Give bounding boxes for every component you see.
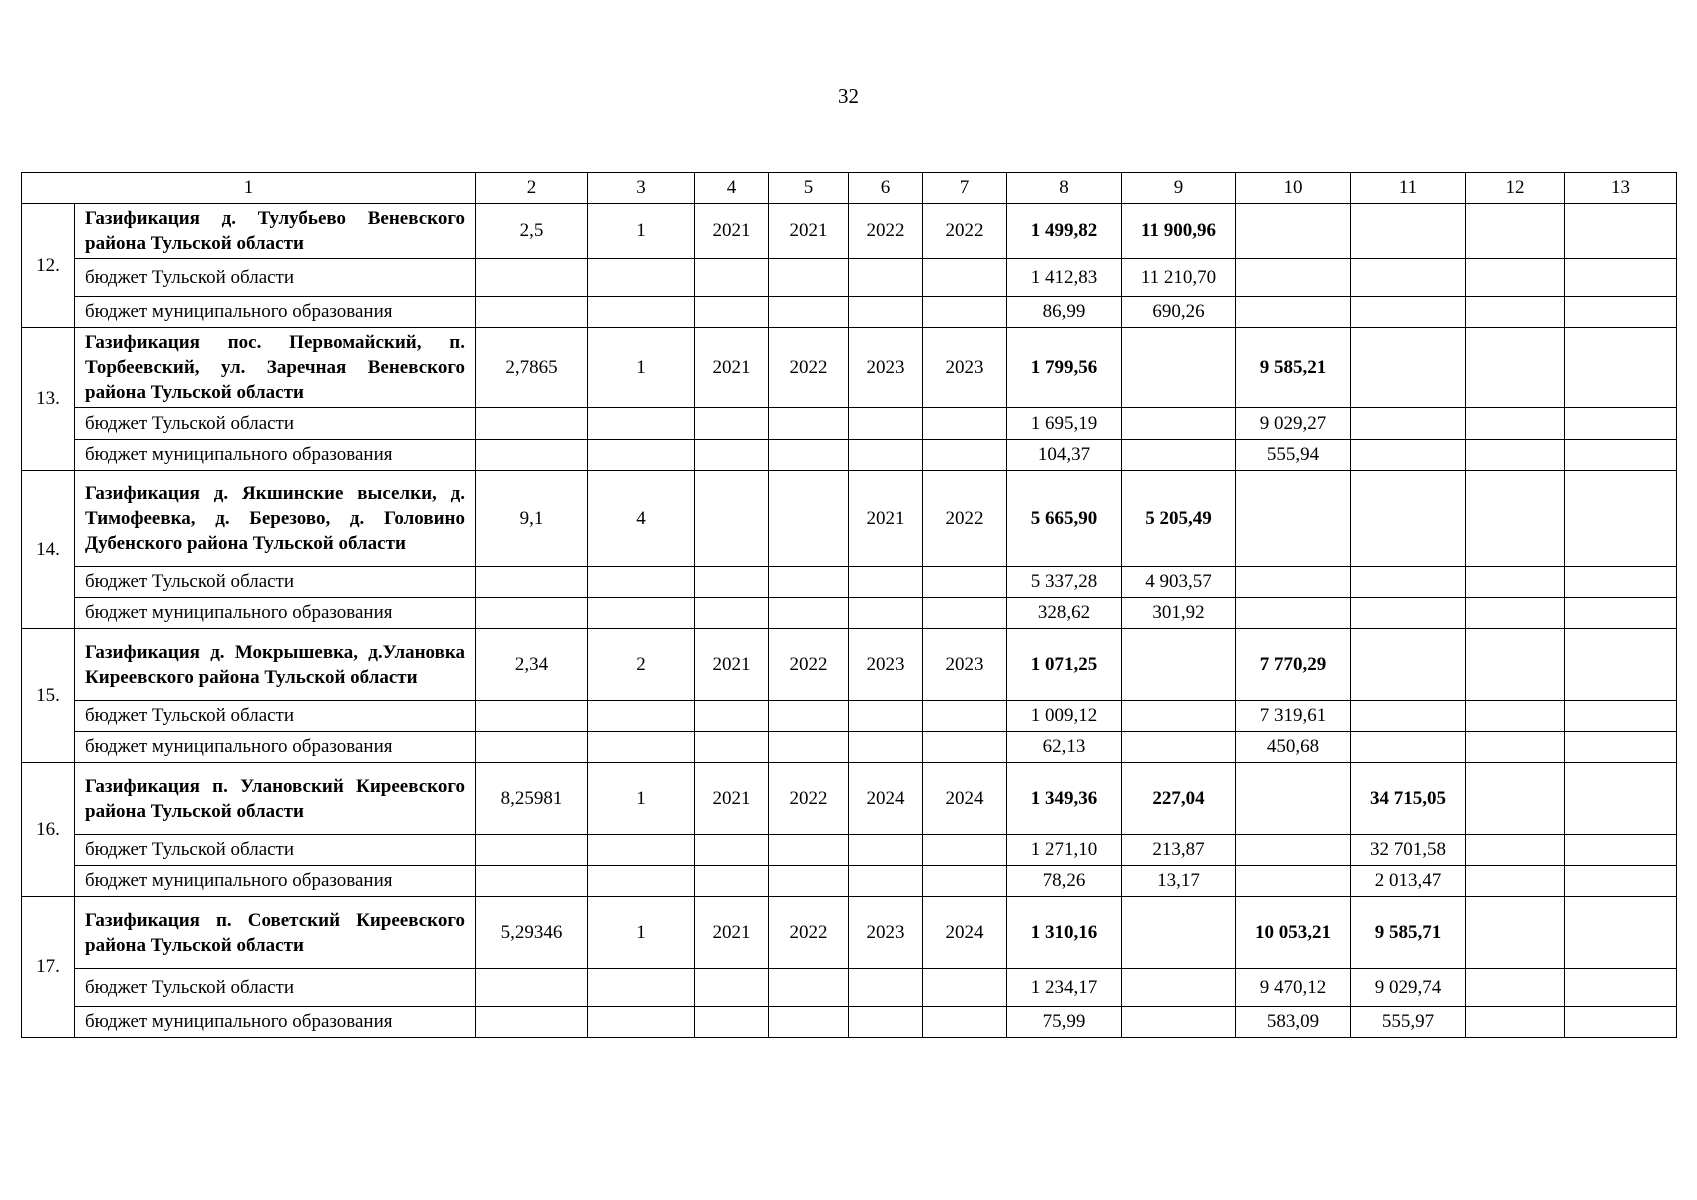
funding-cell-e2 <box>476 969 588 1007</box>
funding-cell-e4 <box>695 866 769 897</box>
header-cell: 4 <box>695 173 769 204</box>
project-cell-c11 <box>1351 471 1466 567</box>
funding-cell-e13 <box>1565 866 1677 897</box>
project-cell-c11: 9 585,71 <box>1351 897 1466 969</box>
funding-cell-e2 <box>476 732 588 763</box>
funding-cell-c10 <box>1236 835 1351 866</box>
funding-cell-e7 <box>923 297 1007 328</box>
funding-cell-c11 <box>1351 732 1466 763</box>
funding-cell-e2 <box>476 835 588 866</box>
header-cell: 6 <box>849 173 923 204</box>
funding-cell-e2 <box>476 567 588 598</box>
funding-cell-e6 <box>849 408 923 440</box>
funding-cell-e5 <box>769 259 849 297</box>
funding-source-label: бюджет Тульской области <box>75 408 476 440</box>
project-cell-c9: 227,04 <box>1122 763 1236 835</box>
project-cell-c8: 1 071,25 <box>1007 629 1122 701</box>
funding-cell-e12 <box>1466 440 1565 471</box>
project-cell-c11 <box>1351 328 1466 408</box>
funding-cell-e2 <box>476 701 588 732</box>
project-row <box>22 328 1677 408</box>
project-cell-c13 <box>1565 897 1677 969</box>
project-cell-c11 <box>1351 204 1466 259</box>
funding-source-label: бюджет муниципального образования <box>75 732 476 763</box>
project-cell-c10 <box>1236 204 1351 259</box>
funding-cell-e4 <box>695 297 769 328</box>
funding-cell-e5 <box>769 598 849 629</box>
project-cell-c9: 11 900,96 <box>1122 204 1236 259</box>
funding-cell-c11 <box>1351 259 1466 297</box>
funding-cell-e5 <box>769 297 849 328</box>
header-cell: 13 <box>1565 173 1677 204</box>
funding-cell-c8: 1 234,17 <box>1007 969 1122 1007</box>
project-number: 16. <box>22 763 75 897</box>
project-name: Газификация д. Тулубьево Веневского района Тульской области <box>75 204 476 259</box>
funding-cell-e5 <box>769 701 849 732</box>
project-number: 13. <box>22 328 75 471</box>
project-cell-c2: 8,25981 <box>476 763 588 835</box>
project-name: Газификация п. Улановский Киреевского района Тульской области <box>75 763 476 835</box>
funding-cell-c9 <box>1122 701 1236 732</box>
funding-cell-c10: 583,09 <box>1236 1007 1351 1038</box>
project-cell-c13 <box>1565 629 1677 701</box>
funding-cell-e7 <box>923 701 1007 732</box>
funding-cell-c11 <box>1351 408 1466 440</box>
project-row <box>22 897 1677 969</box>
project-cell-c4 <box>695 471 769 567</box>
funding-cell-e6 <box>849 440 923 471</box>
project-cell-c12 <box>1466 629 1565 701</box>
funding-cell-e4 <box>695 259 769 297</box>
funding-cell-e13 <box>1565 1007 1677 1038</box>
funding-cell-e12 <box>1466 969 1565 1007</box>
funding-cell-e12 <box>1466 1007 1565 1038</box>
project-row <box>22 204 1677 259</box>
funding-cell-e5 <box>769 732 849 763</box>
funding-row <box>22 259 1677 297</box>
funding-cell-c10: 450,68 <box>1236 732 1351 763</box>
project-cell-c2: 2,7865 <box>476 328 588 408</box>
header-row <box>22 173 1677 204</box>
funding-cell-e12 <box>1466 598 1565 629</box>
funding-source-label: бюджет муниципального образования <box>75 866 476 897</box>
project-cell-c3: 1 <box>588 328 695 408</box>
funding-cell-e7 <box>923 835 1007 866</box>
funding-cell-e12 <box>1466 259 1565 297</box>
funding-cell-c8: 86,99 <box>1007 297 1122 328</box>
project-cell-c11: 34 715,05 <box>1351 763 1466 835</box>
project-cell-c5: 2021 <box>769 204 849 259</box>
funding-cell-c9: 4 903,57 <box>1122 567 1236 598</box>
funding-cell-e12 <box>1466 297 1565 328</box>
funding-row <box>22 598 1677 629</box>
funding-row <box>22 440 1677 471</box>
funding-cell-c10: 7 319,61 <box>1236 701 1351 732</box>
funding-cell-e6 <box>849 835 923 866</box>
funding-cell-e2 <box>476 598 588 629</box>
funding-cell-c11: 2 013,47 <box>1351 866 1466 897</box>
project-name: Газификация д. Мокрышевка, д.Улановка Киреевского района Тульской области <box>75 629 476 701</box>
project-cell-c9 <box>1122 629 1236 701</box>
funding-cell-c8: 1 412,83 <box>1007 259 1122 297</box>
project-cell-c4: 2021 <box>695 328 769 408</box>
project-row <box>22 629 1677 701</box>
funding-cell-e3 <box>588 701 695 732</box>
funding-cell-e3 <box>588 1007 695 1038</box>
funding-cell-c8: 1 695,19 <box>1007 408 1122 440</box>
project-cell-c10 <box>1236 471 1351 567</box>
funding-row <box>22 1007 1677 1038</box>
project-cell-c7: 2024 <box>923 763 1007 835</box>
funding-source-label: бюджет муниципального образования <box>75 440 476 471</box>
project-cell-c12 <box>1466 328 1565 408</box>
project-cell-c12 <box>1466 204 1565 259</box>
project-name: Газификация пос. Первомайский, п. Торбеевский, ул. Заречная Веневского района Тульской области <box>75 328 476 408</box>
project-cell-c8: 1 310,16 <box>1007 897 1122 969</box>
project-cell-c9: 5 205,49 <box>1122 471 1236 567</box>
funding-source-label: бюджет Тульской области <box>75 259 476 297</box>
funding-cell-e13 <box>1565 701 1677 732</box>
funding-cell-e3 <box>588 732 695 763</box>
funding-cell-c9: 690,26 <box>1122 297 1236 328</box>
table-body <box>22 173 1677 1038</box>
funding-cell-e7 <box>923 969 1007 1007</box>
funding-cell-e3 <box>588 866 695 897</box>
funding-cell-e3 <box>588 969 695 1007</box>
funding-cell-c11 <box>1351 567 1466 598</box>
funding-source-label: бюджет Тульской области <box>75 969 476 1007</box>
project-cell-c7: 2024 <box>923 897 1007 969</box>
funding-cell-c8: 328,62 <box>1007 598 1122 629</box>
funding-cell-e2 <box>476 866 588 897</box>
funding-cell-e7 <box>923 866 1007 897</box>
funding-cell-c11 <box>1351 701 1466 732</box>
project-cell-c6: 2021 <box>849 471 923 567</box>
funding-source-label: бюджет муниципального образования <box>75 598 476 629</box>
funding-cell-c11 <box>1351 440 1466 471</box>
funding-cell-c9 <box>1122 969 1236 1007</box>
funding-cell-e12 <box>1466 701 1565 732</box>
project-cell-c3: 1 <box>588 204 695 259</box>
budget-table <box>21 172 1677 1038</box>
header-cell: 2 <box>476 173 588 204</box>
funding-cell-e4 <box>695 701 769 732</box>
project-cell-c6: 2023 <box>849 328 923 408</box>
project-cell-c12 <box>1466 897 1565 969</box>
funding-cell-c8: 75,99 <box>1007 1007 1122 1038</box>
project-cell-c5: 2022 <box>769 629 849 701</box>
funding-cell-e4 <box>695 969 769 1007</box>
project-cell-c8: 1 349,36 <box>1007 763 1122 835</box>
funding-cell-c9: 213,87 <box>1122 835 1236 866</box>
funding-cell-e7 <box>923 440 1007 471</box>
funding-cell-c8: 78,26 <box>1007 866 1122 897</box>
header-cell: 10 <box>1236 173 1351 204</box>
project-cell-c5: 2022 <box>769 328 849 408</box>
project-row <box>22 471 1677 567</box>
funding-cell-e7 <box>923 408 1007 440</box>
funding-row <box>22 732 1677 763</box>
funding-cell-e6 <box>849 567 923 598</box>
funding-cell-e5 <box>769 408 849 440</box>
funding-cell-c8: 62,13 <box>1007 732 1122 763</box>
funding-source-label: бюджет Тульской области <box>75 567 476 598</box>
project-cell-c6: 2023 <box>849 897 923 969</box>
project-number: 15. <box>22 629 75 763</box>
project-cell-c4: 2021 <box>695 763 769 835</box>
funding-source-label: бюджет Тульской области <box>75 835 476 866</box>
project-cell-c6: 2022 <box>849 204 923 259</box>
project-cell-c5: 2022 <box>769 897 849 969</box>
funding-cell-e4 <box>695 732 769 763</box>
funding-cell-e13 <box>1565 567 1677 598</box>
project-name: Газификация п. Советский Киреевского района Тульской области <box>75 897 476 969</box>
project-cell-c10: 7 770,29 <box>1236 629 1351 701</box>
funding-cell-e5 <box>769 835 849 866</box>
funding-cell-e3 <box>588 835 695 866</box>
funding-cell-e6 <box>849 1007 923 1038</box>
funding-cell-c11: 32 701,58 <box>1351 835 1466 866</box>
funding-row <box>22 835 1677 866</box>
funding-cell-c8: 1 009,12 <box>1007 701 1122 732</box>
project-number: 14. <box>22 471 75 629</box>
project-cell-c3: 4 <box>588 471 695 567</box>
page-number: 32 <box>838 84 859 108</box>
funding-cell-e13 <box>1565 259 1677 297</box>
project-number: 12. <box>22 204 75 328</box>
funding-cell-e3 <box>588 440 695 471</box>
funding-cell-c8: 104,37 <box>1007 440 1122 471</box>
funding-cell-e12 <box>1466 866 1565 897</box>
funding-row <box>22 701 1677 732</box>
project-cell-c6: 2024 <box>849 763 923 835</box>
project-cell-c10: 10 053,21 <box>1236 897 1351 969</box>
project-cell-c10 <box>1236 763 1351 835</box>
project-cell-c2: 2,5 <box>476 204 588 259</box>
header-cell: 8 <box>1007 173 1122 204</box>
project-cell-c9 <box>1122 897 1236 969</box>
funding-source-label: бюджет Тульской области <box>75 701 476 732</box>
project-row <box>22 763 1677 835</box>
project-cell-c2: 9,1 <box>476 471 588 567</box>
funding-cell-c11: 555,97 <box>1351 1007 1466 1038</box>
funding-row <box>22 297 1677 328</box>
funding-cell-e12 <box>1466 732 1565 763</box>
funding-cell-e7 <box>923 567 1007 598</box>
project-cell-c3: 1 <box>588 897 695 969</box>
project-cell-c5: 2022 <box>769 763 849 835</box>
funding-cell-c8: 1 271,10 <box>1007 835 1122 866</box>
funding-cell-e13 <box>1565 598 1677 629</box>
funding-cell-c11 <box>1351 297 1466 328</box>
funding-cell-e7 <box>923 259 1007 297</box>
funding-cell-e4 <box>695 408 769 440</box>
funding-cell-e2 <box>476 408 588 440</box>
funding-cell-c9 <box>1122 408 1236 440</box>
funding-cell-c9: 11 210,70 <box>1122 259 1236 297</box>
funding-cell-c11 <box>1351 598 1466 629</box>
funding-cell-c10 <box>1236 297 1351 328</box>
funding-source-label: бюджет муниципального образования <box>75 297 476 328</box>
funding-cell-c10: 555,94 <box>1236 440 1351 471</box>
funding-cell-c10 <box>1236 567 1351 598</box>
project-cell-c3: 1 <box>588 763 695 835</box>
funding-cell-e4 <box>695 440 769 471</box>
funding-cell-e4 <box>695 567 769 598</box>
funding-cell-e5 <box>769 866 849 897</box>
funding-cell-c9 <box>1122 440 1236 471</box>
header-cell: 7 <box>923 173 1007 204</box>
funding-row <box>22 567 1677 598</box>
project-cell-c12 <box>1466 471 1565 567</box>
funding-cell-e2 <box>476 297 588 328</box>
project-cell-c2: 2,34 <box>476 629 588 701</box>
project-cell-c8: 1 499,82 <box>1007 204 1122 259</box>
project-cell-c4: 2021 <box>695 897 769 969</box>
funding-cell-c10 <box>1236 598 1351 629</box>
project-cell-c3: 2 <box>588 629 695 701</box>
project-cell-c13 <box>1565 204 1677 259</box>
funding-row <box>22 866 1677 897</box>
project-cell-c13 <box>1565 763 1677 835</box>
project-cell-c9 <box>1122 328 1236 408</box>
project-cell-c12 <box>1466 763 1565 835</box>
project-cell-c7: 2023 <box>923 328 1007 408</box>
project-cell-c6: 2023 <box>849 629 923 701</box>
funding-cell-e13 <box>1565 408 1677 440</box>
funding-cell-e12 <box>1466 567 1565 598</box>
project-cell-c13 <box>1565 328 1677 408</box>
project-number: 17. <box>22 897 75 1038</box>
funding-cell-c9: 13,17 <box>1122 866 1236 897</box>
project-cell-c7: 2022 <box>923 471 1007 567</box>
funding-cell-e6 <box>849 598 923 629</box>
project-cell-c8: 1 799,56 <box>1007 328 1122 408</box>
project-cell-c2: 5,29346 <box>476 897 588 969</box>
funding-cell-e7 <box>923 732 1007 763</box>
funding-cell-e6 <box>849 297 923 328</box>
header-cell: 12 <box>1466 173 1565 204</box>
funding-cell-e2 <box>476 259 588 297</box>
project-cell-c10: 9 585,21 <box>1236 328 1351 408</box>
funding-cell-e13 <box>1565 732 1677 763</box>
funding-cell-e13 <box>1565 835 1677 866</box>
funding-cell-e3 <box>588 259 695 297</box>
funding-cell-e12 <box>1466 408 1565 440</box>
funding-cell-e5 <box>769 969 849 1007</box>
header-cell: 3 <box>588 173 695 204</box>
funding-cell-e3 <box>588 408 695 440</box>
funding-row <box>22 969 1677 1007</box>
funding-cell-e4 <box>695 598 769 629</box>
funding-cell-e13 <box>1565 440 1677 471</box>
funding-cell-e13 <box>1565 297 1677 328</box>
project-cell-c4: 2021 <box>695 629 769 701</box>
project-cell-c13 <box>1565 471 1677 567</box>
funding-cell-e2 <box>476 440 588 471</box>
funding-source-label: бюджет муниципального образования <box>75 1007 476 1038</box>
funding-row <box>22 408 1677 440</box>
header-cell: 5 <box>769 173 849 204</box>
project-cell-c7: 2023 <box>923 629 1007 701</box>
header-cell: 1 <box>22 173 476 204</box>
funding-cell-e7 <box>923 598 1007 629</box>
project-cell-c11 <box>1351 629 1466 701</box>
funding-cell-c10: 9 470,12 <box>1236 969 1351 1007</box>
funding-cell-c10 <box>1236 259 1351 297</box>
funding-cell-e6 <box>849 732 923 763</box>
funding-cell-e7 <box>923 1007 1007 1038</box>
funding-cell-e3 <box>588 297 695 328</box>
funding-cell-c9 <box>1122 732 1236 763</box>
funding-cell-e5 <box>769 567 849 598</box>
funding-cell-c9: 301,92 <box>1122 598 1236 629</box>
project-cell-c5 <box>769 471 849 567</box>
funding-cell-e5 <box>769 440 849 471</box>
funding-cell-e2 <box>476 1007 588 1038</box>
funding-cell-e3 <box>588 567 695 598</box>
funding-cell-c11: 9 029,74 <box>1351 969 1466 1007</box>
funding-cell-e6 <box>849 259 923 297</box>
funding-cell-e5 <box>769 1007 849 1038</box>
funding-cell-e6 <box>849 701 923 732</box>
funding-cell-e13 <box>1565 969 1677 1007</box>
funding-cell-e6 <box>849 969 923 1007</box>
funding-cell-e6 <box>849 866 923 897</box>
project-cell-c4: 2021 <box>695 204 769 259</box>
funding-cell-c8: 5 337,28 <box>1007 567 1122 598</box>
header-cell: 9 <box>1122 173 1236 204</box>
funding-cell-e4 <box>695 835 769 866</box>
project-cell-c7: 2022 <box>923 204 1007 259</box>
funding-cell-c10: 9 029,27 <box>1236 408 1351 440</box>
funding-cell-e3 <box>588 598 695 629</box>
funding-cell-e12 <box>1466 835 1565 866</box>
funding-cell-c10 <box>1236 866 1351 897</box>
funding-cell-c9 <box>1122 1007 1236 1038</box>
project-name: Газификация д. Якшинские выселки, д. Тимофеевка, д. Березово, д. Головино Дубенского района Тульской области <box>75 471 476 567</box>
funding-cell-e4 <box>695 1007 769 1038</box>
header-cell: 11 <box>1351 173 1466 204</box>
project-cell-c8: 5 665,90 <box>1007 471 1122 567</box>
